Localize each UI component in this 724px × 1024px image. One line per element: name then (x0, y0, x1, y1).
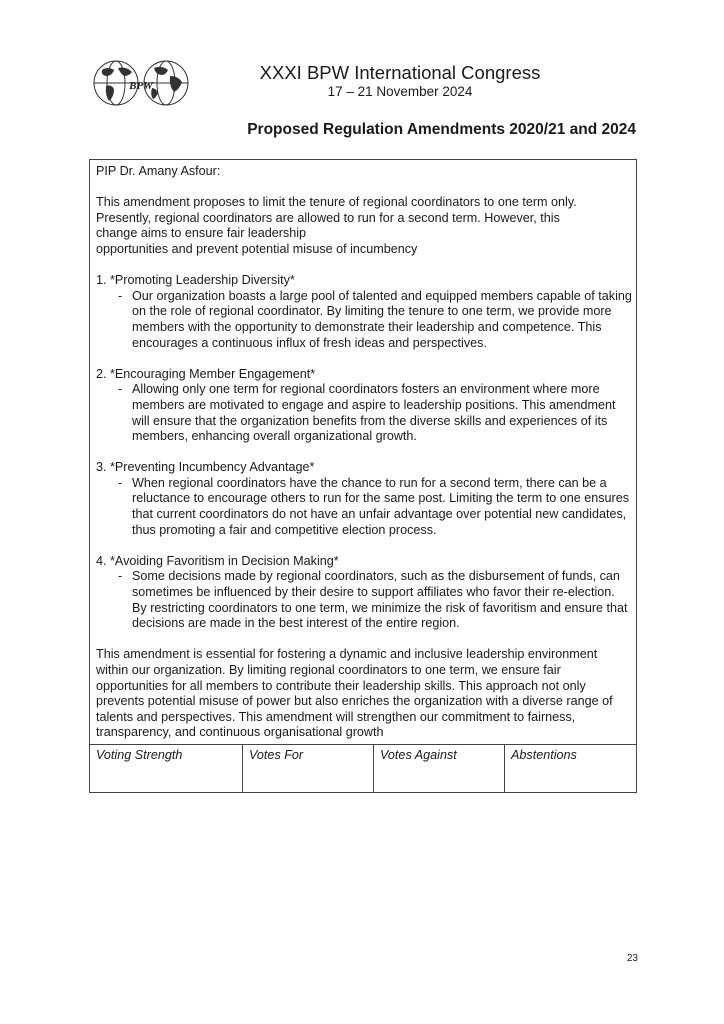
point-bullet (118, 476, 632, 538)
intro-line: change aims to ensure fair leadership (96, 226, 307, 241)
amendment-content (96, 164, 632, 741)
abstentions-cell: Abstentions (511, 748, 577, 762)
congress-title: XXXI BPW International Congress (259, 62, 541, 83)
amendment-box (89, 159, 637, 793)
point-text: Allowing only one term for regional coordinators fosters an environment where more members are motivated to engage and aspire to leadership positions. This amendment will ensure that the organization benefits from the diverse skills and experiences of its members, enhancing overall organizational growth. (132, 382, 616, 444)
svg-text:BPW: BPW (129, 80, 153, 92)
voting-table (90, 744, 636, 793)
bullet-dash: - (118, 382, 123, 397)
bullet-dash: - (118, 475, 123, 490)
point-heading: 1. *Promoting Leadership Diversity* (96, 273, 295, 288)
bullet-dash: - (118, 569, 123, 584)
conclusion-paragraph: This amendment is essential for fostering a dynamic and inclusive leadership environment within our organization. By limiting regional coordinators to one term, we ensure fair opportunities for all members to contribute their leadership skills. This approach not only prevents potential misuse of power but also enriches the organization with a diverse range of talents and perspectives. This amendment will strengthen our commitment to fairness, transparency, and continuous organisational growth (96, 647, 613, 740)
point-text: Our organization boasts a large pool of talented and equipped members capable of taking on the role of regional coordinator. By limiting the tenure to one term, we provide more members with the opportunity to demonstrate their leadership and competence. This encourages a continuous influx of fresh ideas and perspectives. (132, 288, 632, 350)
votes-against-cell: Votes Against (374, 745, 505, 793)
document-heading: Proposed Regulation Amendments 2020/21 and 2024 (247, 121, 636, 138)
point-text: Some decisions made by regional coordinators, such as the disbursement of funds, can sometimes be influenced by their desire to support affiliates who favor their re-election. By restricting coordinators to one term, we minimize the risk of favoritism and ensure that decisions are made in the best interest of the entire region. (132, 569, 628, 631)
proposer-line: PIP Dr. Amany Asfour: (96, 164, 221, 178)
voting-strength-cell: Voting Strength (90, 745, 243, 793)
intro-line: Presently, regional coordinators are allowed to run for a second term. However, this (96, 210, 560, 225)
bpw-logo (88, 58, 200, 108)
point-heading: 3. *Preventing Incumbency Advantage* (96, 460, 315, 475)
point-heading: 2. *Encouraging Member Engagement* (96, 366, 316, 381)
point-bullet (118, 289, 632, 351)
point-text: When regional coordinators have the chance to run for a second term, there can be a reluctance to encourage others to run for the same post. Limiting the term to one ensures that current coordinators do not have an unfair advantage over potential new candidates, thus promoting a fair and competitive election process. (132, 475, 630, 537)
congress-dates: 17 – 21 November 2024 (327, 84, 473, 99)
point-heading: 4. *Avoiding Favoritism in Decision Making* (96, 553, 339, 568)
page-number: 23 (626, 953, 638, 964)
globe-logo-icon (88, 58, 200, 108)
votes-for-cell: Votes For (243, 745, 374, 793)
intro-line: opportunities and prevent potential misuse of incumbency (96, 241, 418, 256)
intro-line: This amendment proposes to limit the tenure of regional coordinators to one term only. (96, 195, 577, 210)
point-bullet (118, 569, 632, 631)
point-bullet (118, 382, 632, 444)
bullet-dash: - (118, 288, 123, 303)
